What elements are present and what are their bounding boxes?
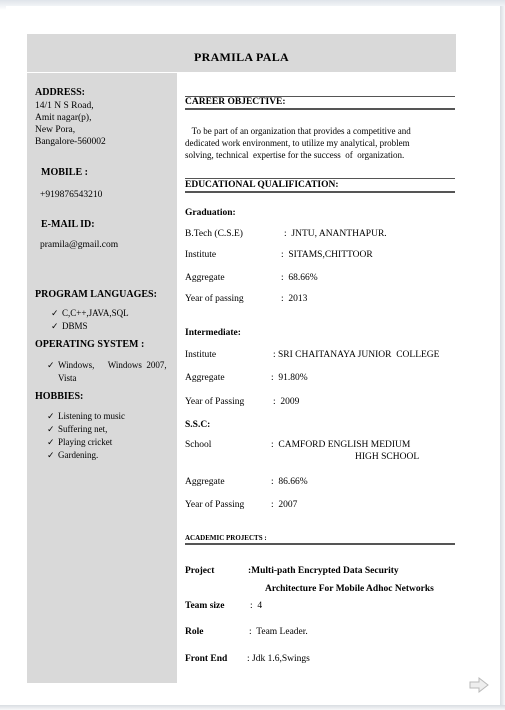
graduation-heading: Graduation:	[185, 208, 236, 218]
check-icon: ✓	[51, 321, 59, 331]
hobbies-list	[47, 410, 125, 462]
languages-list	[51, 307, 129, 333]
resume-header	[27, 34, 456, 72]
project-title: :Multi-path Encrypted Data Security	[248, 566, 399, 576]
check-icon: ✓	[47, 360, 55, 370]
email-heading: E-MAIL ID:	[41, 219, 95, 230]
school-value: : CAMFORD ENGLISH MEDIUM	[271, 440, 411, 450]
degree-label: B.Tech (C.S.E)	[185, 229, 243, 239]
team-size-label: Team size	[185, 601, 225, 611]
list-item: ✓ Listening to music	[47, 411, 125, 421]
list-item: ✓ Gardening.	[47, 450, 99, 460]
aggregate-label: Aggregate	[185, 273, 225, 283]
hobbies-heading: HOBBIES:	[35, 391, 84, 402]
address-line: Amit nagar(p),	[35, 113, 92, 123]
education-top-rule	[185, 178, 455, 179]
mobile-number: +919876543210	[40, 190, 103, 200]
next-arrow-icon[interactable]	[469, 677, 489, 693]
list-item: ✓ Windows, Windows 2007, Vista	[47, 360, 167, 383]
project-title-line2: Architecture For Mobile Adhoc Networks	[265, 584, 434, 594]
aggregate-label: Aggregate	[185, 477, 225, 487]
aggregate-value: : 91.80%	[271, 373, 308, 383]
email-address: pramila@gmail.com	[40, 240, 119, 250]
institute-label: Institute	[185, 250, 217, 260]
aggregate-value: : 68.66%	[281, 273, 318, 283]
institute-value: : SRI CHAITANAYA JUNIOR COLLEGE	[273, 350, 440, 360]
team-size-value: : 4	[250, 601, 263, 611]
mobile-heading: MOBILE :	[41, 167, 88, 178]
aggregate-label: Aggregate	[185, 373, 225, 383]
address-line: Bangalore-560002	[35, 137, 106, 147]
check-icon: ✓	[47, 424, 55, 434]
languages-heading: PROGRAM LANGUAGES:	[35, 289, 157, 300]
year-label: Year of passing	[185, 294, 244, 304]
address-line: 14/1 N S Road,	[35, 101, 94, 111]
address-heading: ADDRESS:	[35, 87, 86, 98]
address-line: New Pora,	[35, 125, 76, 135]
page-shadow-bottom	[0, 705, 505, 710]
aggregate-value: : 86.66%	[271, 477, 308, 487]
list-item: ✓ Playing cricket	[47, 437, 113, 447]
institute-label: Institute	[185, 350, 217, 360]
list-item: ✓ Suffering net,	[47, 424, 108, 434]
check-icon: ✓	[47, 450, 55, 460]
year-value: : 2013	[281, 294, 308, 304]
project-label: Project	[185, 566, 215, 576]
ssc-heading: S.S.C:	[185, 420, 211, 430]
frontend-label: Front End	[185, 654, 228, 664]
candidate-name: PRAMILA PALA	[193, 50, 290, 64]
check-icon: ✓	[47, 437, 55, 447]
year-label: Year of Passing	[185, 397, 245, 407]
check-icon: ✓	[47, 411, 55, 421]
year-value: : 2009	[273, 397, 300, 407]
education-heading: EDUCATIONAL QUALIFICATION:	[185, 180, 455, 193]
school-value-line2: HIGH SCHOOL	[355, 452, 420, 462]
role-label: Role	[185, 627, 204, 637]
os-list	[47, 359, 172, 385]
frontend-value: : Jdk 1.6,Swings	[247, 654, 310, 664]
check-icon: ✓	[51, 308, 59, 318]
year-value: : 2007	[271, 500, 298, 510]
career-heading: CAREER OBJECTIVE:	[185, 97, 455, 110]
school-label: School	[185, 440, 212, 450]
career-text: To be part of an organization that provides a competitive and dedicated work environment, to utilize my analytical, problem solving, technical expertise for the success of organization.	[185, 126, 411, 160]
institute-value: : SITAMS,CHITTOOR	[281, 250, 373, 260]
list-item: ✓ DBMS	[51, 321, 88, 331]
role-value: : Team Leader.	[249, 627, 308, 637]
degree-value: : JNTU, ANANTHAPUR.	[284, 229, 387, 239]
year-label: Year of Passing	[185, 500, 245, 510]
contact-sidebar	[27, 73, 177, 683]
intermediate-heading: Intermediate:	[185, 328, 241, 338]
projects-heading: ACADEMIC PROJECTS :	[185, 534, 455, 545]
list-item: ✓ C,C++,JAVA,SQL	[51, 308, 129, 318]
page-shadow-right	[500, 6, 505, 706]
os-heading: OPERATING SYSTEM :	[35, 339, 145, 350]
